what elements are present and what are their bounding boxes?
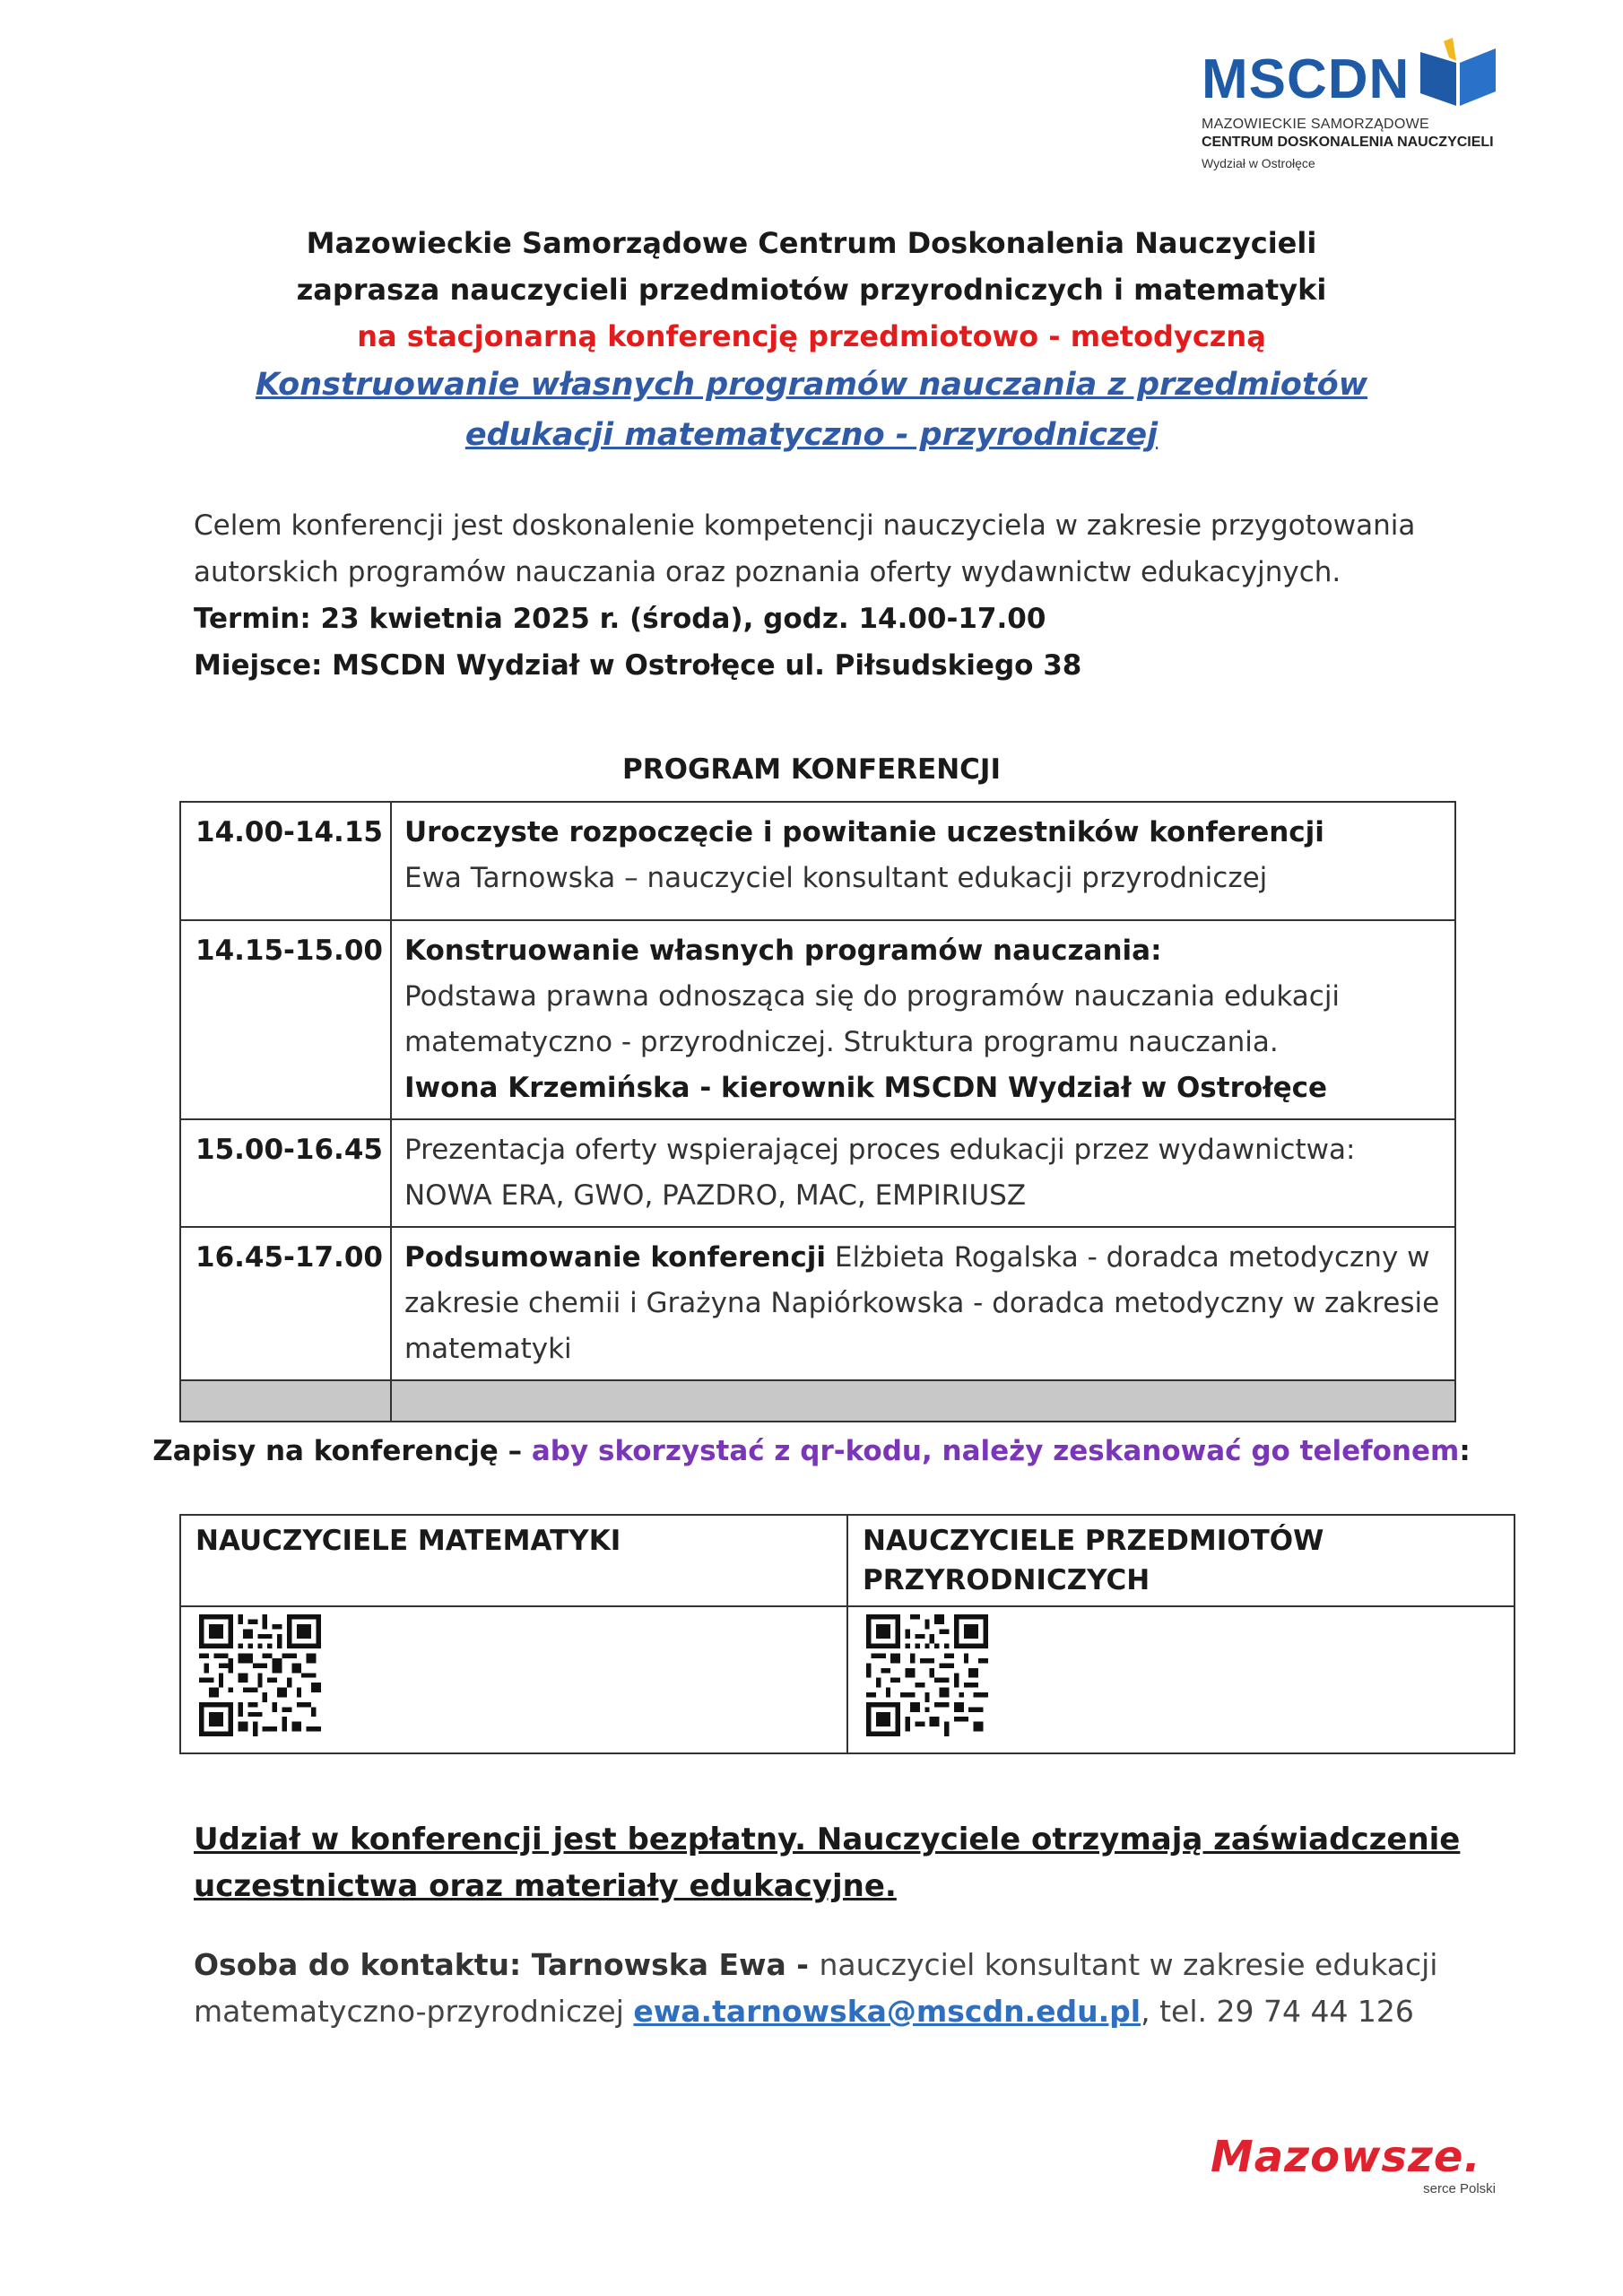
program-table	[179, 801, 1456, 1422]
intro-section	[194, 502, 1521, 689]
table-row	[180, 1606, 1515, 1753]
free-participation-note: Udział w konferencji jest bezpłatny. Nauczyciele otrzymają zaświadczenie uczestnictwa oraz materiały edukacyjne.	[194, 1822, 1461, 1904]
logo-line-3: Wydział w Ostrołęce	[1202, 156, 1315, 170]
mazowsze-tagline: serce Polski	[1423, 2181, 1496, 2196]
logo-wordmark: MSCDN	[1202, 48, 1410, 110]
heading-conference-type: na stacjonarną konferencję przedmiotowo - metodyczną	[357, 319, 1266, 353]
mazowsze-logo	[1211, 2133, 1515, 2213]
heading-invite: zaprasza nauczycieli przedmiotów przyrodniczych i matematyki	[296, 273, 1327, 307]
qr-cell-science	[847, 1606, 1515, 1753]
program-item	[391, 802, 1455, 920]
qr-header-math: NAUCZYCIELE MATEMATYKI	[180, 1515, 847, 1606]
program-item-text: Podstawa prawna odnosząca się do programów nauczania edukacji matematyczno - przyrodniczej. Struktura programu nauczania.	[404, 980, 1341, 1058]
contact-phone: , tel. 29 74 44 126	[1141, 1994, 1414, 2029]
table-row	[180, 1515, 1515, 1606]
qr-code-math[interactable]	[199, 1614, 321, 1736]
program-item-text: Ewa Tarnowska – nauczyciel konsultant edukacji przyrodniczej	[404, 862, 1268, 894]
heading-topic-line-2: edukacji matematyczno - przyrodniczej	[464, 417, 1159, 453]
program-time: 16.45-17.00	[180, 1227, 391, 1380]
registration-instruction: aby skorzystać z qr-kodu, należy zeskanować go telefonem	[531, 1435, 1460, 1467]
table-row-empty	[180, 1380, 1455, 1422]
table-row	[180, 1119, 1455, 1227]
registration-prefix: Zapisy na konferencję –	[152, 1435, 532, 1467]
contact-section	[194, 1942, 1521, 2035]
qr-table	[179, 1514, 1515, 1754]
table-row	[180, 1227, 1455, 1380]
program-item-speaker: Iwona Krzemińska - kierownik MSCDN Wydział w Ostrołęce	[404, 1072, 1328, 1104]
qr-header-science: NAUCZYCIELE PRZEDMIOTÓW PRZYRODNICZYCH	[847, 1515, 1515, 1606]
program-item-title: Podsumowanie konferencji	[404, 1241, 827, 1274]
heading-topic-line-1: Konstruowanie własnych programów nauczania z przedmiotów	[255, 367, 1368, 403]
registration-suffix: :	[1459, 1435, 1471, 1467]
program-time: 14.00-14.15	[180, 802, 391, 920]
table-row	[180, 920, 1455, 1119]
program-item-title: Uroczyste rozpoczęcie i powitanie uczestników konferencji	[404, 816, 1324, 848]
qr-code-science[interactable]	[866, 1614, 988, 1736]
contact-email-link[interactable]: ewa.tarnowska@mscdn.edu.pl	[633, 1994, 1141, 2029]
program-item-text: Elżbieta Rogalska - doradca metodyczny w zakresie chemii i Grażyna Napiórkowska - doradca metodyczny w zakresie matematyki	[404, 1241, 1440, 1365]
contact-role: nauczyciel konsultant w zakresie edukacji matematyczno-przyrodniczej	[194, 1947, 1438, 2029]
book-icon	[1417, 36, 1499, 108]
heading-organizer: Mazowieckie Samorządowe Centrum Doskonalenia Nauczycieli	[306, 226, 1317, 260]
intro-goal: Celem konferencji jest doskonalenie kompetencji nauczyciela w zakresie przygotowania autorskich programów nauczania oraz poznania oferty wydawnictw edukacyjnych.	[194, 509, 1416, 588]
program-time: 14.15-15.00	[180, 920, 391, 1119]
registration-line	[0, 1435, 1623, 1467]
program-item	[391, 1227, 1455, 1380]
program-item-text: Prezentacja oferty wspierającej proces edukacji przez wydawnictwa: NOWA ERA, GWO, PAZDRO, MAC, EMPIRIUSZ	[404, 1134, 1356, 1212]
logo-line-1: MAZOWIECKIE SAMORZĄDOWE	[1202, 117, 1430, 132]
contact-label: Osoba do kontaktu:	[194, 1947, 532, 1982]
mazowsze-wordmark: Mazowsze.	[1211, 2132, 1481, 2182]
contact-name: Tarnowska Ewa -	[531, 1947, 820, 1982]
program-item	[391, 1119, 1455, 1227]
table-row	[180, 802, 1455, 920]
invitation-heading	[0, 220, 1623, 460]
intro-place: Miejsce: MSCDN Wydział w Ostrołęce ul. Piłsudskiego 38	[194, 649, 1082, 682]
qr-cell-math	[180, 1606, 847, 1753]
logo-line-2: CENTRUM DOSKONALENIA NAUCZYCIELI	[1202, 135, 1494, 150]
empty-cell	[180, 1380, 391, 1422]
intro-date: Termin: 23 kwietnia 2025 r. (środa), godz. 14.00-17.00	[194, 603, 1046, 635]
program-item	[391, 920, 1455, 1119]
program-time: 15.00-16.45	[180, 1119, 391, 1227]
program-item-title: Konstruowanie własnych programów nauczania:	[404, 935, 1162, 967]
empty-cell	[391, 1380, 1455, 1422]
program-title: PROGRAM KONFERENCJI	[622, 753, 1001, 786]
mscdn-logo	[1202, 36, 1524, 188]
